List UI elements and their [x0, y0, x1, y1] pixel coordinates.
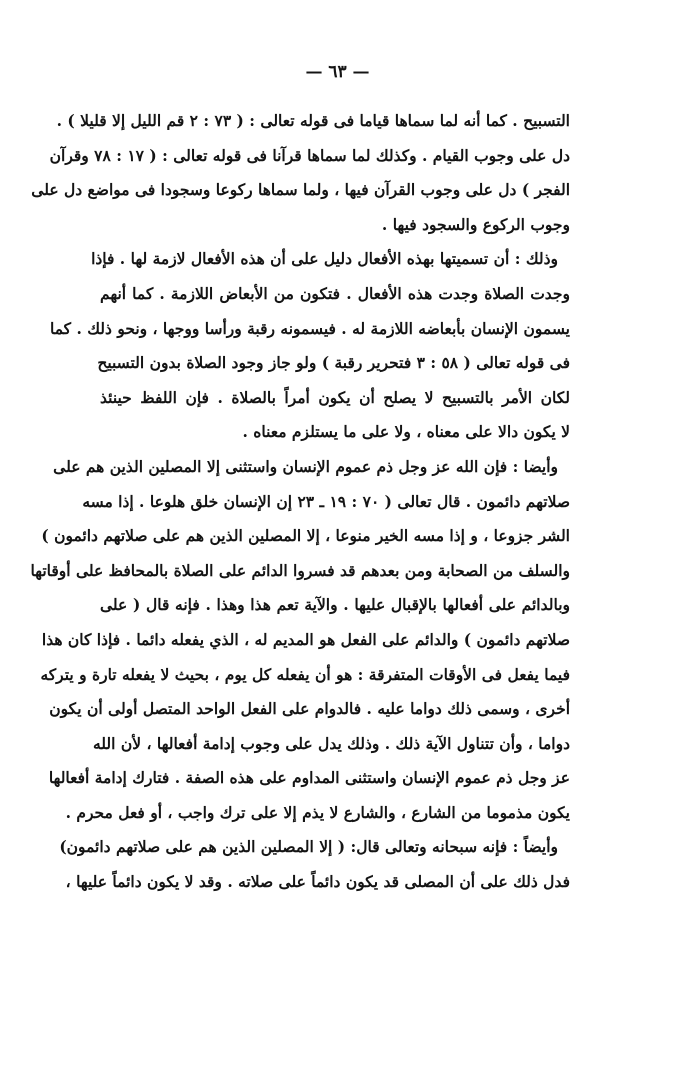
text-line: وذلك : أن تسميتها بهذه الأفعال دليل على أن هذه الأفعال لازمة لها . فإذا — [91, 249, 558, 269]
text-line: وأيضاً : فإنه سبحانه وتعالى قال: ( إلا المصلين الذين هم على صلاتهم دائمون) — [59, 837, 558, 857]
text-line: لا يكون دالا على معناه ، ولا على ما يستلزم معناه . — [242, 422, 570, 442]
text-line: فدل ذلك على أن المصلى قد يكون دائماً على صلاته . وقد لا يكون دائماً عليها ، — [65, 872, 570, 892]
text-line: دواما ، وأن تتناول الآية ذلك . وذلك يدل على وجوب إدامة أفعالها ، لأن الله — [92, 733, 570, 753]
text-line: دل على وجوب القيام . وكذلك لما سماها قرآنا فى قوله تعالى : ( ١٧ : ٧٨ وقرآن — [49, 145, 570, 165]
text-line: وأيضا : فإن الله عز وجل ذم عموم الإنسان واستثنى إلا المصلين الذين هم على — [53, 456, 558, 476]
text-line: صلاتهم دائمون . قال تعالى ( ٧٠ : ١٩ ـ ٢٣ إن الإنسان خلق هلوعا . إذا مسه — [82, 491, 570, 511]
text-line: يكون مذموما من الشارع ، والشارع لا يذم إلا على ترك واجب ، أو فعل محرم . — [65, 802, 570, 822]
text-line: أخرى ، وسمى ذلك دواما عليه . فالدوام على الفعل الواحد المتصل أولى أن يكون — [49, 699, 570, 719]
text-line: يسمون الإنسان بأبعاضه اللازمة له . فيسمونه رقبة ورأسا ووجها ، ونحو ذلك . كما — [49, 318, 570, 338]
text-line: صلاتهم دائمون ) والدائم على الفعل هو المديم له ، الذي يفعله دائما . فإذا كان هذا — [41, 629, 570, 649]
text-line: وجوب الركوع والسجود فيها . — [381, 214, 570, 234]
text-line: التسبيح . كما أنه لما سماها قياما فى قوله تعالى : ( ٧٣ : ٢ قم الليل إلا قليلا ) . — [56, 111, 570, 130]
text-line: الفجر ) دل على وجوب القرآن فيها ، ولما سماها ركوعا وسجودا فى مواضع دل على — [31, 180, 570, 200]
text-line: فى قوله تعالى ( ٥٨ : ٣ فتحرير رقبة ) ولو جاز وجود الصلاة بدون التسبيح — [97, 353, 570, 373]
text-line: والسلف من الصحابة ومن بعدهم قد فسروا الدائم على الصلاة بالمحافظ على أوقاتها — [30, 560, 570, 580]
text-line: لكان الأمر بالتسبيح لا يصلح أن يكون أمراً بالصلاة . فإن اللفظ حينئذ — [100, 387, 570, 407]
page-number: — ٦٣ — — [305, 62, 370, 82]
text-line: وبالدائم على أفعالها بالإقبال عليها . والآية تعم هذا وهذا . فإنه قال ( على — [100, 595, 570, 615]
text-line: الشر جزوعا ، و إذا مسه الخير منوعا ، إلا المصلين الذين هم على صلاتهم دائمون ) — [41, 526, 570, 546]
text-line: فيما يفعل فى الأوقات المتفرقة : هو أن يفعله كل يوم ، بحيث لا يفعله تارة و يتركه — [40, 664, 570, 684]
text-line: وجدت الصلاة وجدت هذه الأفعال . فتكون من الأبعاض اللازمة . كما أنهم — [100, 283, 570, 303]
body-text — [30, 104, 570, 900]
text-line: عز وجل ذم عموم الإنسان واستثنى المداوم على هذه الصفة . فتارك إدامة أفعالها — [48, 768, 570, 788]
